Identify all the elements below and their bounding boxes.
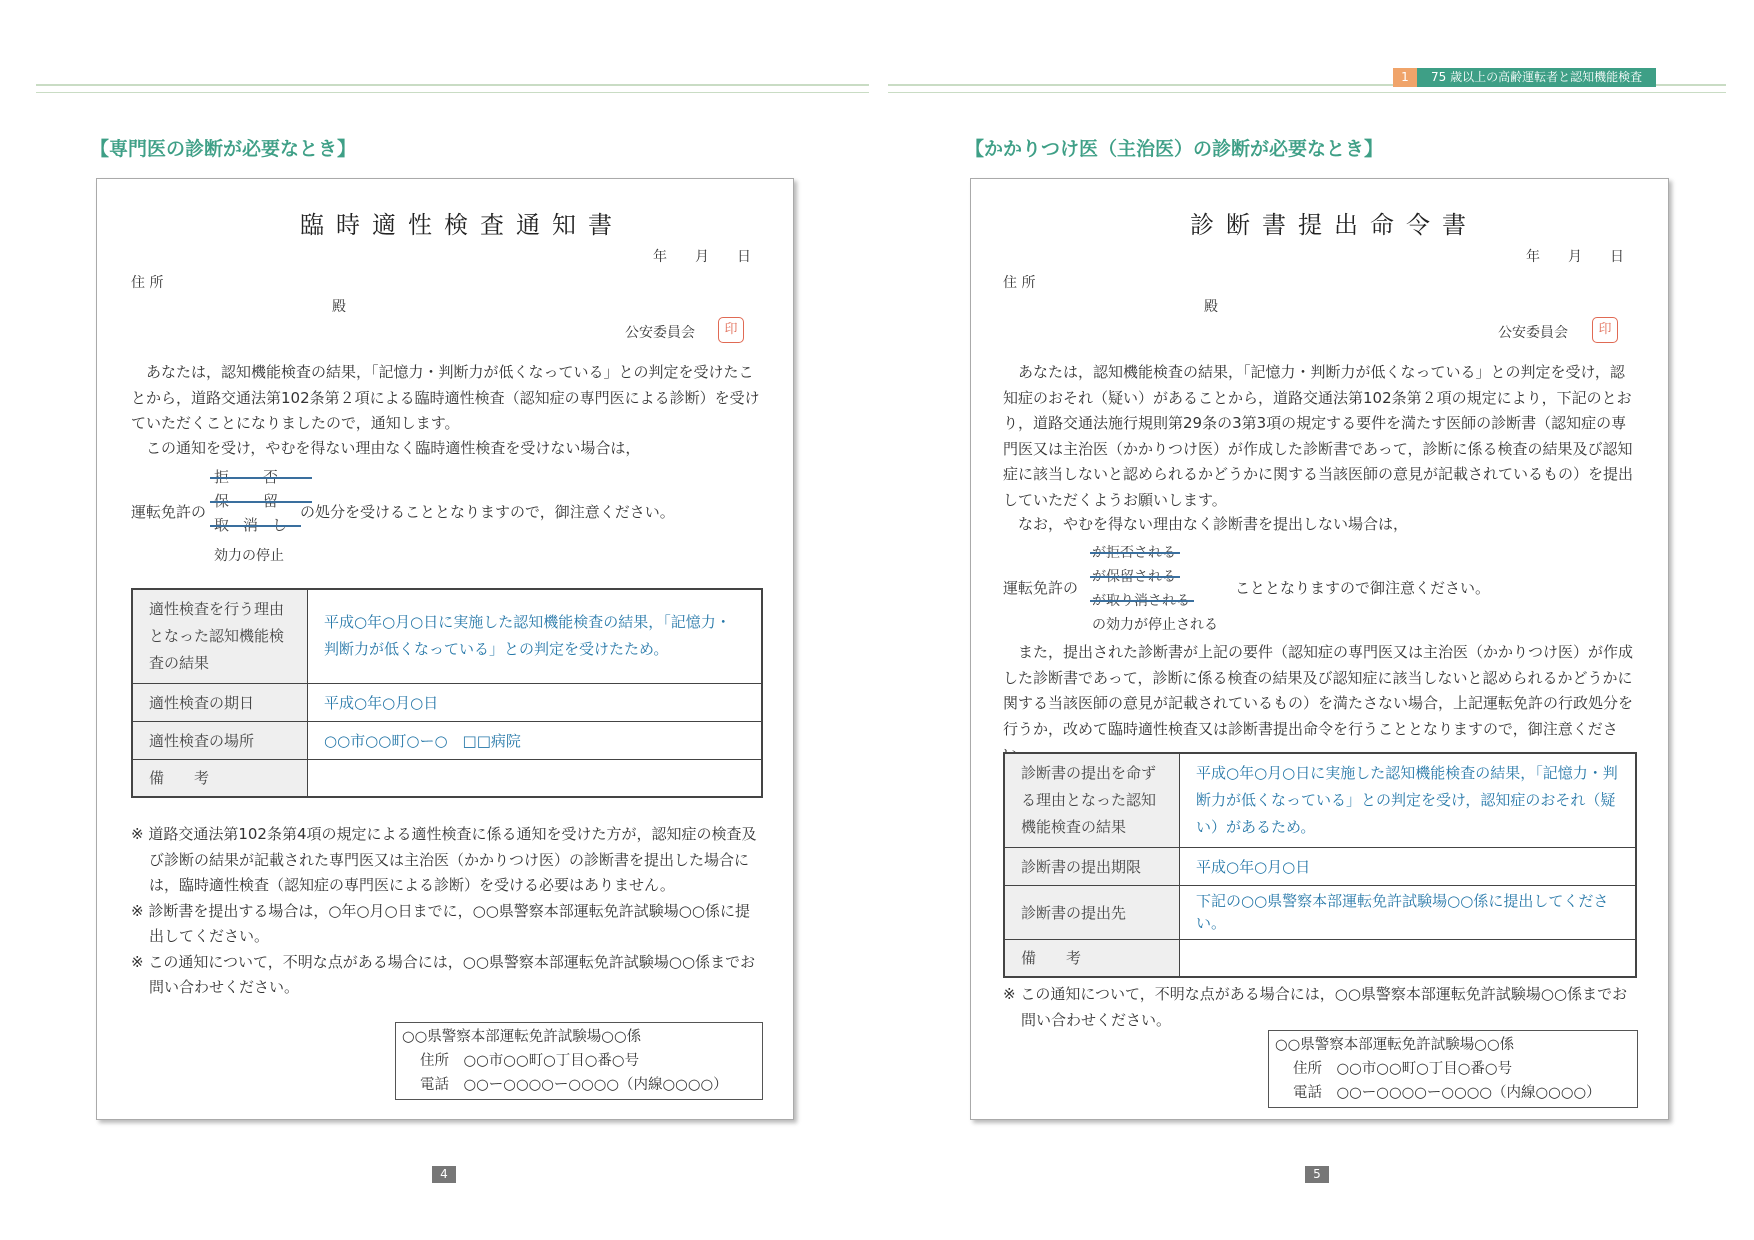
table-row	[1004, 885, 1636, 939]
contact-address: 住所 ○○市○○町○丁目○番○号	[420, 1053, 640, 1069]
table-row	[132, 683, 762, 721]
left-addressee: 殿	[332, 299, 346, 315]
table-row	[132, 759, 762, 797]
table-value: 下記の○○県警察本部運転免許試験場○○係に提出してください。	[1180, 885, 1637, 939]
right-date: 年 月 日	[1526, 249, 1624, 265]
left-document-title: 臨時適性検査通知書	[300, 211, 624, 239]
note-item: ※ この通知について，不明な点がある場合には，○○県警察本部運転免許試験場○○係までお問い合わせください。	[1003, 985, 1628, 1029]
chapter-title: 75 歳以上の高齢運転者と認知機能検査	[1417, 68, 1656, 87]
right-after-options: こととなりますので御注意ください。	[1235, 579, 1491, 597]
table-label: 適性検査の場所	[132, 721, 308, 759]
table-row	[1004, 753, 1636, 847]
left-struck-option-2: 保留	[214, 492, 313, 510]
right-license-label: 運転免許の	[1003, 579, 1079, 597]
contact-office: ○○県警察本部運転免許試験場○○係	[402, 1029, 642, 1045]
right-info-table	[1003, 752, 1637, 978]
left-kept-option: 効力の停止	[214, 548, 284, 564]
left-body-paragraph-2: この通知を受け，やむを得ない理由なく臨時適性検査を受けない場合は，	[146, 439, 641, 457]
right-section-title: 【かかりつけ医（主治医）の診断が必要なとき】	[965, 138, 1384, 160]
left-struck-option-3: 取消し	[214, 516, 302, 534]
note-item: ※ 診断書を提出する場合は，○年○月○日までに，○○県警察本部運転免許試験場○○係に提出してください。	[131, 901, 750, 945]
left-seal-stamp: 印	[718, 317, 744, 343]
table-value	[308, 759, 763, 797]
left-address-label: 住 所	[131, 275, 164, 291]
table-row	[132, 721, 762, 759]
table-value: 平成○年○月○日	[1180, 847, 1637, 885]
left-contact-box	[395, 1022, 763, 1100]
table-label: 適性検査を行う理由となった認知機能検査の結果	[132, 589, 308, 683]
table-value: ○○市○○町○ー○ □□病院	[308, 721, 763, 759]
table-label: 診断書の提出を命ずる理由となった認知機能検査の結果	[1004, 753, 1180, 847]
chapter-tag	[1393, 68, 1656, 87]
right-struck-option-3: が取り消される	[1092, 590, 1190, 610]
contact-phone: 電話 ○○ー○○○○ー○○○○（内線○○○○）	[1293, 1085, 1601, 1101]
table-value: 平成○年○月○日	[308, 683, 763, 721]
left-struck-option-1: 拒否	[214, 468, 313, 486]
table-row	[132, 589, 762, 683]
right-struck-option-2: が保留される	[1092, 566, 1176, 586]
table-value	[1180, 939, 1637, 977]
table-row	[1004, 939, 1636, 977]
right-body-paragraph: あなたは，認知機能検査の結果，「記憶力・判断力が低くなっている」との判定を受け，認知症のおそれ（疑い）があることから，道路交通法第102条第２項の規定により，下記のとおり，道路交通法施行規則第29条の3第3項の規定する要件を満たす医師の診断書（認知症の専門医又は主治医（かかりつけ医）が作成した診断書であって，診断に係る検査の結果及び認知症に該当しないと認められるかどうかに関する当該医師の意見が記載されているもの）を提出していただくようお願いします。	[1003, 363, 1634, 509]
right-body-paragraph-3: また，提出された診断書が上記の要件（認知症の専門医又は主治医（かかりつけ医）が作成した診断書であって，診断に係る検査の結果及び認知症に該当しないと認められるかどうかに関する当該医師の意見が記載されているもの）を満たさない場合，上記運転免許の行政処分を行うか，改めて臨時適性検査又は診断書提出命令を行うこととなりますので，御注意くださ	[1003, 643, 1634, 738]
left-section-title: 【専門医の診断が必要なとき】	[90, 138, 357, 160]
table-label: 備 考	[1004, 939, 1180, 977]
right-page-number: 5	[1305, 1166, 1329, 1183]
right-address-label: 住 所	[1003, 275, 1036, 291]
table-row	[1004, 847, 1636, 885]
contact-office: ○○県警察本部運転免許試験場○○係	[1275, 1037, 1515, 1053]
left-header-rule	[36, 84, 869, 93]
table-label: 備 考	[132, 759, 308, 797]
note-item: ※ 道路交通法第102条第4項の規定による適性検査に係る通知を受けた方が，認知症の検査及び診断の結果が記載された専門医又は主治医（かかりつけ医）の診断書を提出した場合には，臨時適性検査（認知症の専門医による診断）を受ける必要はありません。	[131, 825, 757, 894]
table-value: 平成○年○月○日に実施した認知機能検査の結果，「記憶力・判断力が低くなっている」との判定を受け，認知症のおそれ（疑い）があるため。	[1180, 753, 1637, 847]
left-body-paragraph: あなたは，認知機能検査の結果，「記憶力・判断力が低くなっている」との判定を受けたことから，道路交通法第102条第２項による臨時適性検査（認知症の専門医による診断）を受けていただくことになりましたので，通知します。	[131, 363, 760, 432]
right-addressee: 殿	[1204, 299, 1218, 315]
right-document-title: 診断書提出命令書	[1190, 211, 1478, 239]
left-license-label: 運転免許の	[131, 503, 207, 521]
table-label: 適性検査の期日	[132, 683, 308, 721]
left-notes	[131, 822, 763, 1001]
table-label: 診断書の提出先	[1004, 885, 1180, 939]
table-value: 平成○年○月○日に実施した認知機能検査の結果，「記憶力・判断力が低くなっている」との判定を受けたため。	[308, 589, 763, 683]
left-issuer: 公安委員会	[625, 325, 695, 341]
contact-address: 住所 ○○市○○町○丁目○番○号	[1293, 1061, 1513, 1077]
right-struck-option-1: が拒否される	[1092, 542, 1176, 562]
table-label: 診断書の提出期限	[1004, 847, 1180, 885]
right-seal-stamp: 印	[1592, 317, 1618, 343]
right-kept-option: の効力が停止される	[1092, 617, 1218, 633]
note-item: ※ この通知について，不明な点がある場合には，○○県警察本部運転免許試験場○○係までお問い合わせください。	[131, 952, 756, 996]
left-info-table	[131, 588, 763, 798]
left-after-options: の処分を受けることとなりますので，御注意ください。	[300, 503, 675, 521]
left-date: 年 月 日	[653, 249, 751, 265]
left-page-number: 4	[432, 1166, 456, 1183]
right-issuer: 公安委員会	[1498, 325, 1568, 341]
right-contact-box	[1268, 1030, 1638, 1108]
right-notes	[1003, 982, 1637, 1033]
contact-phone: 電話 ○○ー○○○○ー○○○○（内線○○○○）	[420, 1077, 728, 1093]
right-body-paragraph-2: なお，やむを得ない理由なく診断書を提出しない場合は，	[1018, 515, 1409, 533]
chapter-number: 1	[1393, 68, 1417, 87]
